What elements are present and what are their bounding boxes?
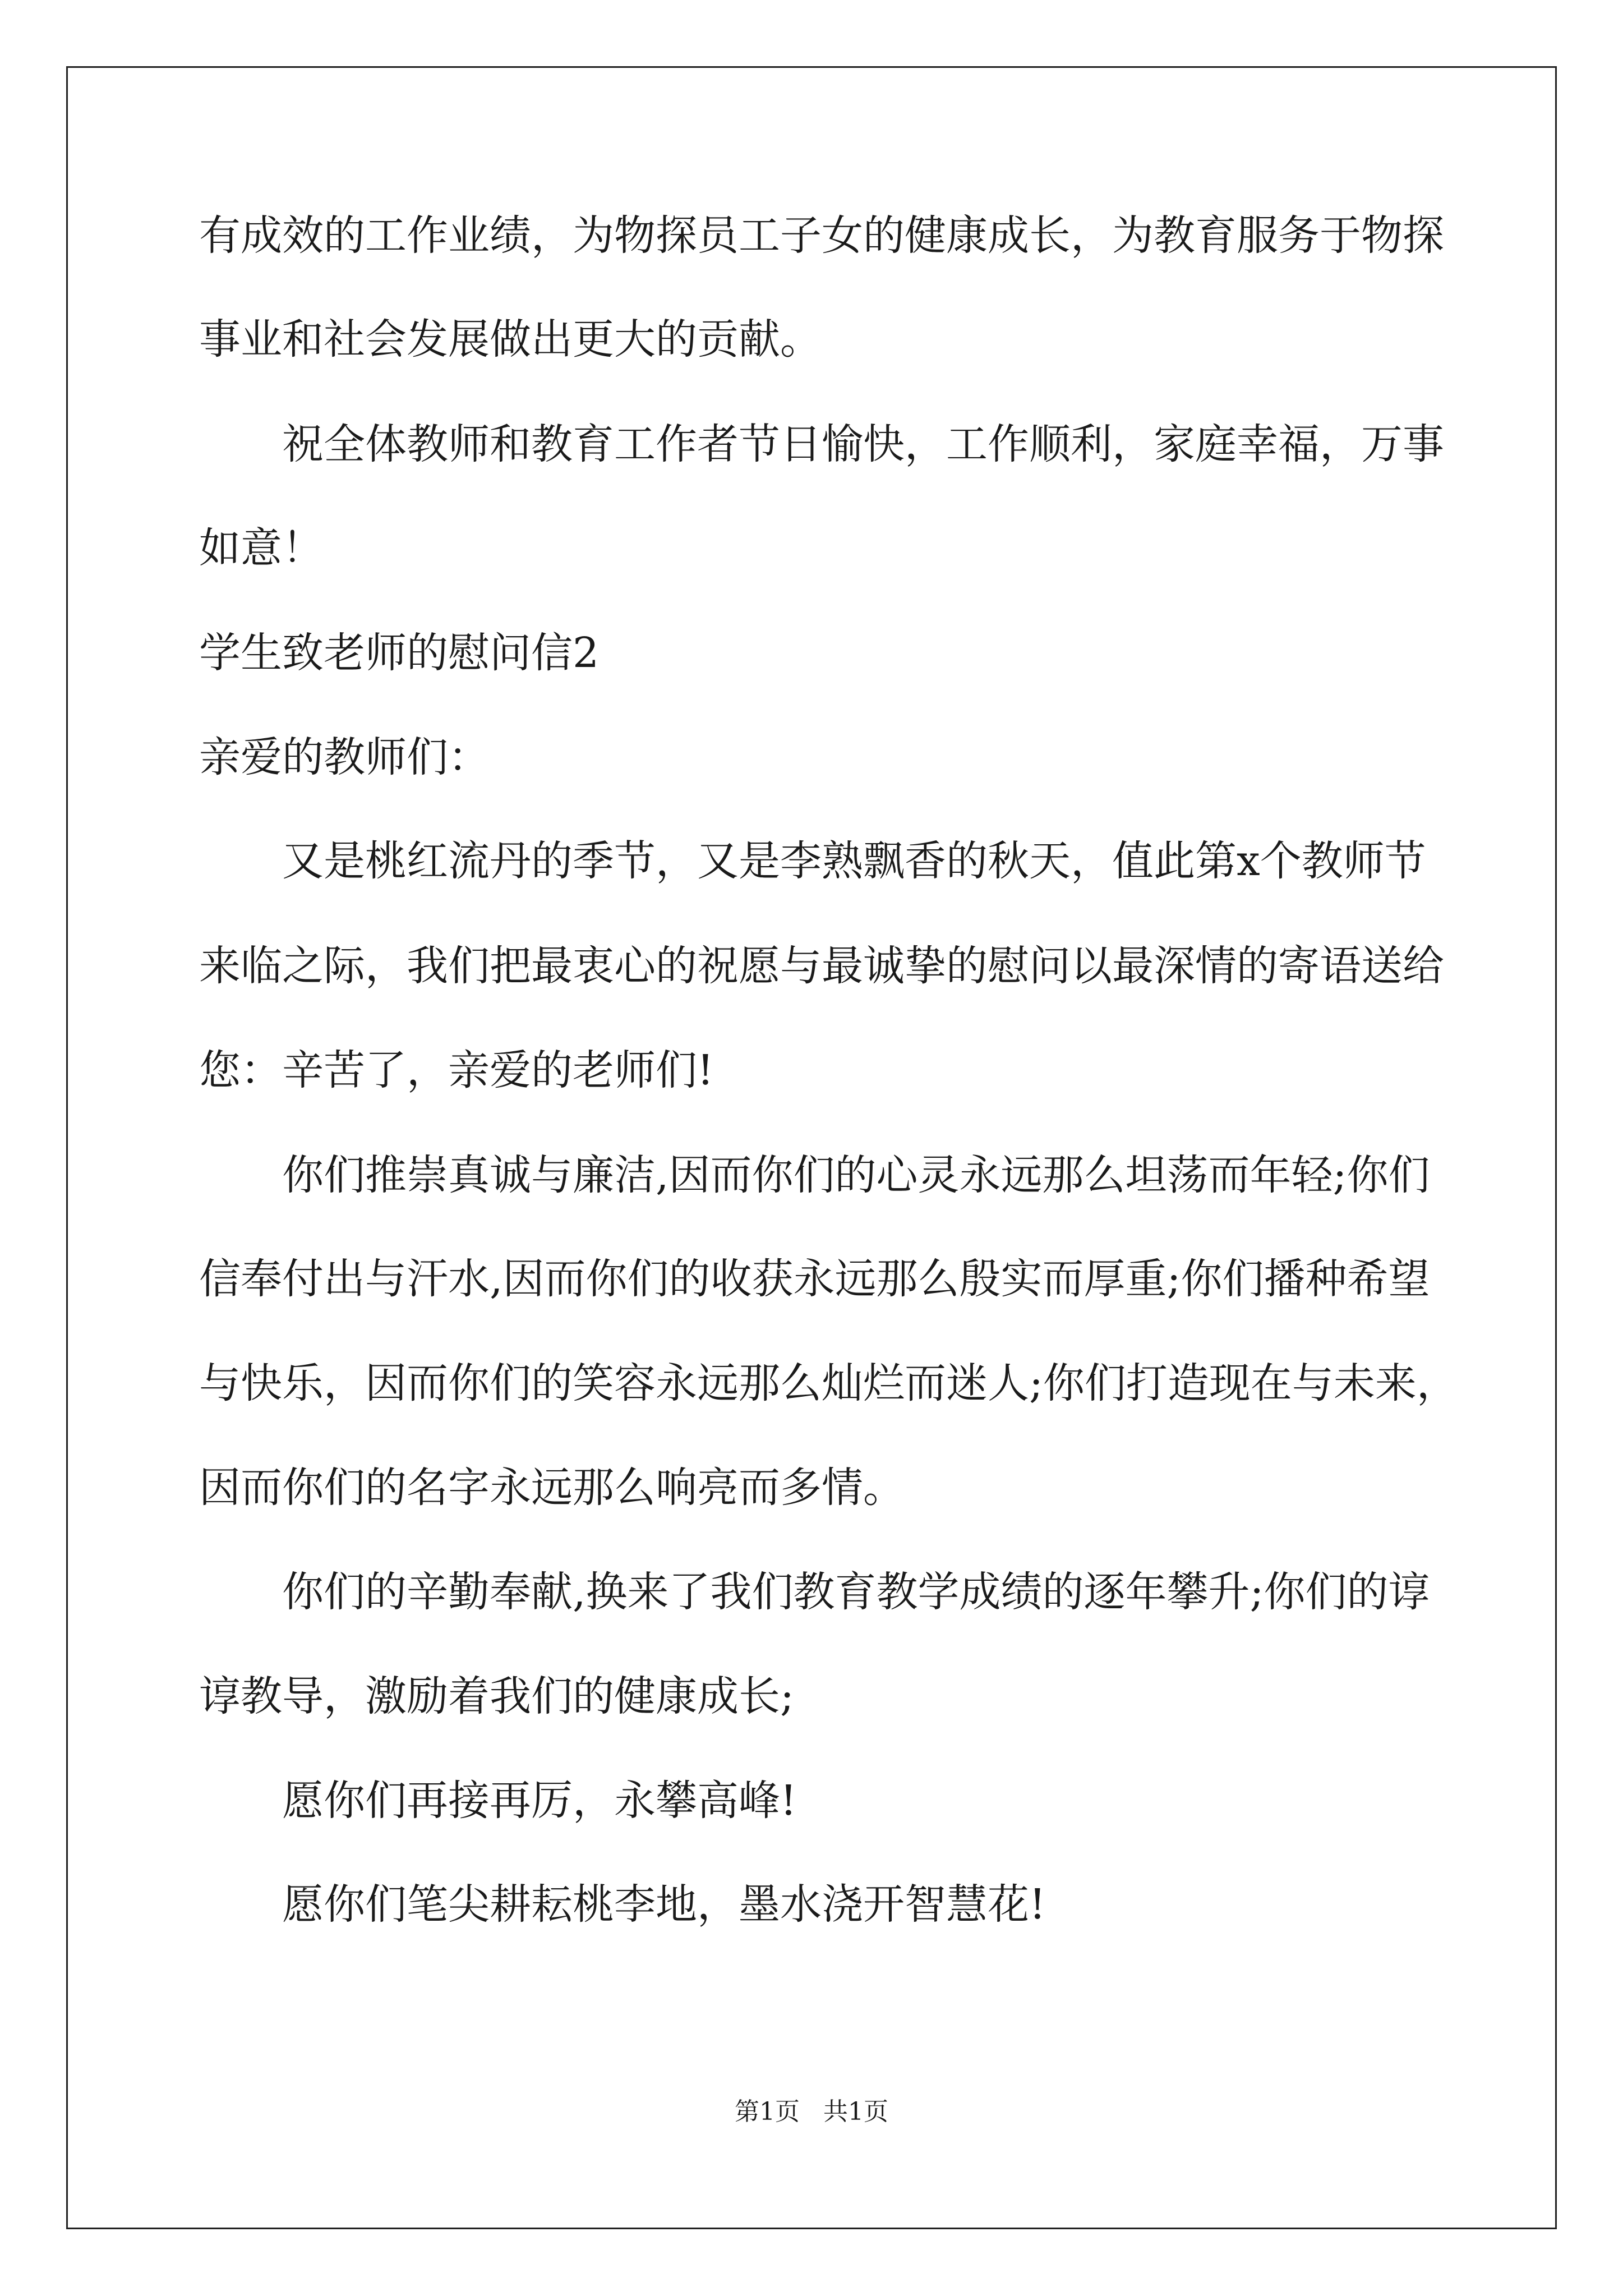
paragraph-line: 有成效的工作业绩，为物探员工子女的健康成长，为教育服务于物探 bbox=[199, 211, 1444, 260]
paragraph-line: 祝全体教师和教育工作者节日愉快，工作顺利，家庭幸福，万事 bbox=[282, 420, 1444, 468]
section-heading: 学生致老师的慰问信2 bbox=[199, 629, 600, 677]
paragraph-line: 愿你们笔尖耕耘桃李地，墨水浇开智慧花! bbox=[282, 1880, 1046, 1929]
salutation: 亲爱的教师们： bbox=[199, 733, 490, 781]
paragraph-line: 信奉付出与汗水,因而你们的收获永远那么殷实而厚重;你们播种希望 bbox=[199, 1255, 1430, 1303]
paragraph-line: 事业和社会发展做出更大的贡献。 bbox=[199, 315, 822, 364]
paragraph-line: 来临之际，我们把最衷心的祝愿与最诚挚的慰问以最深情的寄语送给 bbox=[199, 942, 1444, 990]
paragraph-line: 如意！ bbox=[199, 524, 324, 572]
paragraph-line: 你们推崇真诚与廉洁,因而你们的心灵永远那么坦荡而年轻;你们 bbox=[282, 1151, 1430, 1199]
page-footer: 第1页 共1页 bbox=[735, 2097, 888, 2126]
paragraph-line: 您：辛苦了，亲爱的老师们! bbox=[199, 1046, 714, 1094]
paragraph-line: 你们的辛勤奉献,换来了我们教育教学成绩的逐年攀升;你们的谆 bbox=[282, 1568, 1430, 1616]
paragraph-line: 愿你们再接再厉，永攀高峰! bbox=[282, 1777, 797, 1825]
paragraph-line: 因而你们的名字永远那么响亮而多情。 bbox=[199, 1464, 905, 1512]
paragraph-line: 又是桃红流丹的季节，又是李熟飘香的秋天，值此第x个教师节 bbox=[282, 837, 1426, 885]
paragraph-line: 与快乐，因而你们的笑容永远那么灿烂而迷人;你们打造现在与未来， bbox=[199, 1359, 1458, 1407]
paragraph-line: 谆教导，激励着我们的健康成长; bbox=[199, 1672, 794, 1720]
